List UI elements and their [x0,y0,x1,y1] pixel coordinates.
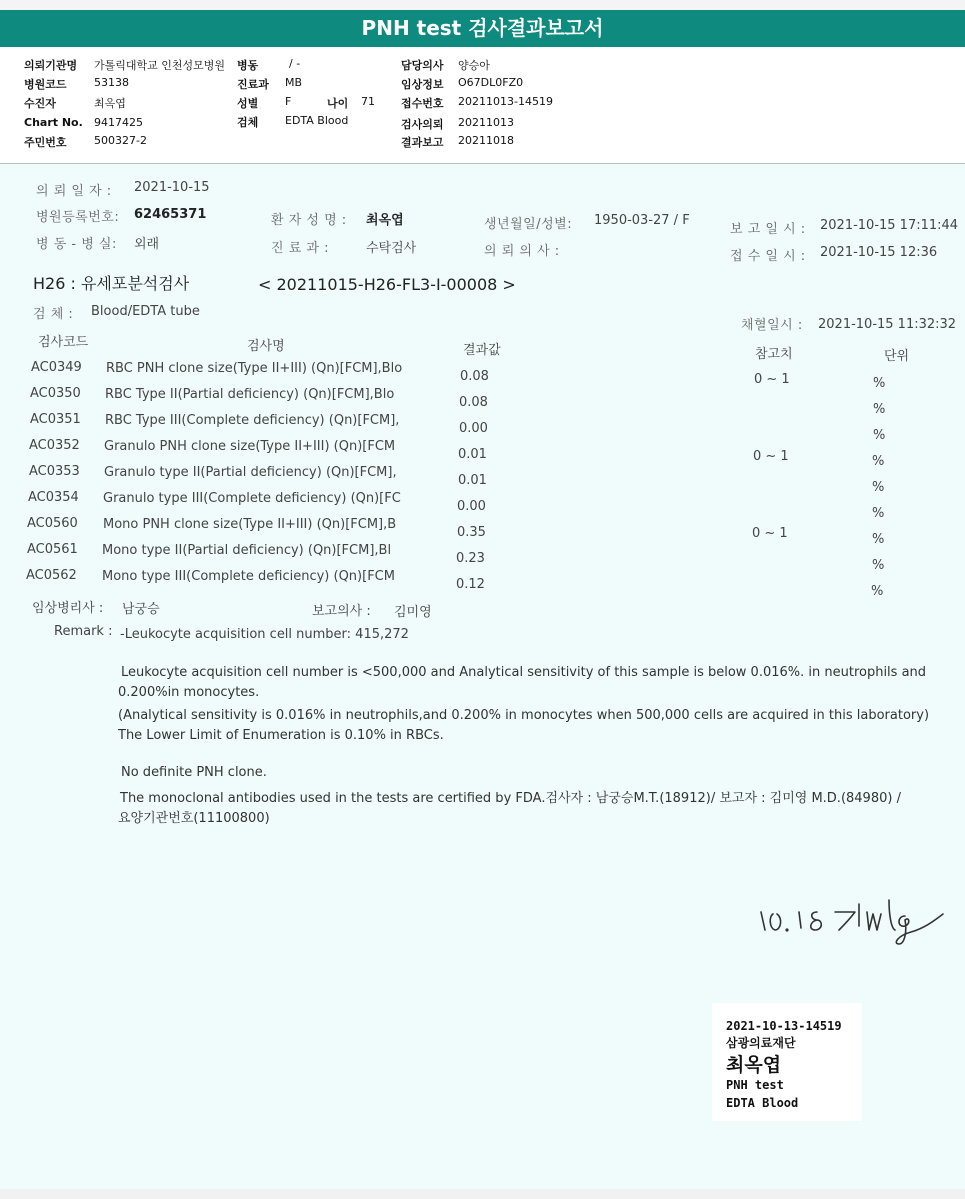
row-code: AC0354 [28,490,79,505]
dept-value: MB [285,76,303,89]
doctor-label: 담당의사 [401,59,444,72]
row-result: 0.35 [457,525,486,540]
col-unit-header: 단위 [884,349,910,364]
row-result: 0.08 [459,395,488,410]
report-date-label: 보 고 일 시 : [730,222,806,237]
ward-label: 병동 [237,59,259,72]
row-result: 0.00 [459,421,488,436]
remark-line: The Lower Limit of Enumeration is 0.10% in RBCs. [118,728,444,743]
ward-room-label: 병 동 - 병 실: [36,237,117,252]
remark-line: (Analytical sensitivity is 0.016% in neutrophils,and 0.200% in monocytes when 500,000 cells are acquired in this laboratory) [118,708,930,723]
row-test-name: RBC Type II(Partial deficiency) (Qn)[FCM],Blo [105,387,395,402]
dept2-value: 수탁검사 [366,241,417,256]
request-date-label: 의 뢰 일 자 : [36,184,112,199]
request-date-value: 2021-10-15 [134,180,210,195]
handwritten-signature [755,890,960,950]
specimen-label: 검체 [237,116,259,129]
row-unit: % [872,506,885,521]
row-code: AC0350 [30,386,81,401]
collection-label: 채혈일시 : [741,318,803,333]
patient-name-value: 최옥엽 [366,213,404,228]
institution-label: 의뢰기관명 [24,59,78,72]
receipt-date-value: 2021-10-15 12:36 [820,245,938,260]
stamp-test: PNH test [726,1078,784,1092]
row-unit: % [873,376,886,391]
row-test-name: RBC Type III(Complete deficiency) (Qn)[FCM], [105,413,400,428]
section-code: < 20211015-H26-FL3-I-00008 > [258,275,516,294]
col-name-header: 검사명 [247,339,285,354]
specimen-stamp [712,1003,862,1121]
row-test-name: Granulo type II(Partial deficiency) (Qn)[FCM], [104,465,397,480]
row-result: 0.01 [458,447,487,462]
col-ref-header: 참고치 [755,347,793,362]
specimen-value: EDTA Blood [285,114,349,127]
row-code: AC0562 [26,568,77,583]
doctor-value: 양승아 [458,59,490,72]
row-reference: 0 ~ 1 [754,372,790,387]
test-request-value: 20211013 [458,116,514,129]
dept-label: 진료과 [237,78,269,91]
clinical-info-label: 임상정보 [401,78,444,91]
section-title: H26 : 유세포분석검사 [33,274,190,293]
remark-first-line: -Leukocyte acquisition cell number: 415,272 [120,627,409,642]
row-result: 0.12 [456,577,485,592]
result-report-value: 20211018 [458,134,514,147]
age-value: 71 [361,95,375,108]
row-test-name: Mono type II(Partial deficiency) (Qn)[FCM],Bl [102,543,392,558]
row-unit: % [873,402,886,417]
row-code: AC0352 [29,438,80,453]
stamp-number: 2021-10-13-14519 [726,1019,842,1033]
patient-name-label: 환 자 성 명 : [271,213,347,228]
stamp-specimen: EDTA Blood [726,1096,799,1110]
bottom-strip [0,1189,965,1199]
row-result: 0.01 [458,473,487,488]
dob-value: 1950-03-27 / F [594,213,690,228]
result-report-label: 결과보고 [401,136,444,149]
collection-value: 2021-10-15 11:32:32 [818,317,957,332]
row-code: AC0561 [27,542,78,557]
row-unit: % [872,532,885,547]
row-code: AC0560 [27,516,78,531]
remark-line: Leukocyte acquisition cell number is <500,000 and Analytical sensitivity of this sample is below 0.016%. in neutrophils and [121,665,927,680]
receipt-date-label: 접 수 일 시 : [730,249,806,264]
col-code-header: 검사코드 [38,335,89,350]
row-test-name: Granulo PNH clone size(Type II+III) (Qn)[FCM [104,439,396,454]
report-title: PNH test 검사결과보고서 [0,10,965,47]
stamp-name: 최옥엽 [726,1054,782,1076]
top-strip [0,0,965,10]
row-result: 0.08 [460,369,489,384]
row-code: AC0353 [29,464,80,479]
pathologist-value: 남궁승 [122,602,160,617]
test-request-label: 검사의뢰 [401,118,444,131]
col-result-header: 결과값 [463,343,501,358]
clinical-info-value: O67DL0FZ0 [458,76,524,89]
reg-no-label: 병원등록번호: [36,210,120,225]
institution-value: 가톨릭대학교 인천성모병원 [94,59,226,72]
row-test-name: RBC PNH clone size(Type II+III) (Qn)[FCM],Blo [106,361,403,376]
sex-label: 성별 [237,97,259,110]
row-test-name: Mono PNH clone size(Type II+III) (Qn)[FCM],B [103,517,397,532]
receipt-no-label: 접수번호 [401,97,444,110]
specimen2-value: Blood/EDTA tube [91,304,200,319]
row-reference: 0 ~ 1 [753,449,789,464]
row-code: AC0349 [31,360,82,375]
remark-label: Remark : [54,624,113,639]
req-doctor-label: 의 뢰 의 사 : [484,244,560,259]
age-label: 나이 [327,97,349,110]
dept2-label: 진 료 과 : [271,241,329,256]
remark-line: The monoclonal antibodies used in the tests are certified by FDA.검사자 : 남궁승M.T.(18912)/ 보고자 : 김미영 M.D.(84980) / [120,791,901,806]
row-unit: % [871,584,884,599]
pathologist-label: 임상병리사 : [32,601,104,616]
reporter-label: 보고의사 : [312,604,371,619]
chart-no-value: 9417425 [94,116,143,129]
patient-label: 수진자 [24,97,56,110]
receipt-no-value: 20211013-14519 [458,95,553,108]
row-unit: % [873,428,886,443]
row-unit: % [872,558,885,573]
hospital-code-label: 병원코드 [24,78,67,91]
remark-line: 요양기관번호(11100800) [118,811,270,826]
row-result: 0.00 [457,499,486,514]
row-result: 0.23 [456,551,485,566]
report-date-value: 2021-10-15 17:11:44 [820,218,959,233]
reg-no-value: 62465371 [134,207,207,222]
resident-no-label: 주민번호 [24,136,67,149]
header-info [0,47,965,164]
row-reference: 0 ~ 1 [752,526,788,541]
hospital-code-value: 53138 [94,76,129,89]
row-unit: % [872,454,885,469]
ward-value: / - [289,57,301,70]
patient-value: 최옥엽 [94,97,126,110]
sex-value: F [285,95,292,108]
row-test-name: Granulo type III(Complete deficiency) (Qn)[FC [103,491,401,506]
row-test-name: Mono type III(Complete deficiency) (Qn)[FCM [102,569,395,584]
resident-no-value: 500327-2 [94,134,147,147]
remark-line: No definite PNH clone. [121,765,267,780]
row-unit: % [872,480,885,495]
row-code: AC0351 [30,412,81,427]
report-body [0,165,965,1195]
remark-line: 0.200%in monocytes. [118,685,260,700]
ward-room-value: 외래 [134,237,160,252]
reporter-value: 김미영 [394,605,432,620]
chart-no-label: Chart No. [24,116,83,129]
dob-label: 생년월일/성별: [484,217,573,232]
stamp-org: 삼광의료재단 [726,1036,796,1050]
specimen2-label: 검 체 : [33,307,74,322]
